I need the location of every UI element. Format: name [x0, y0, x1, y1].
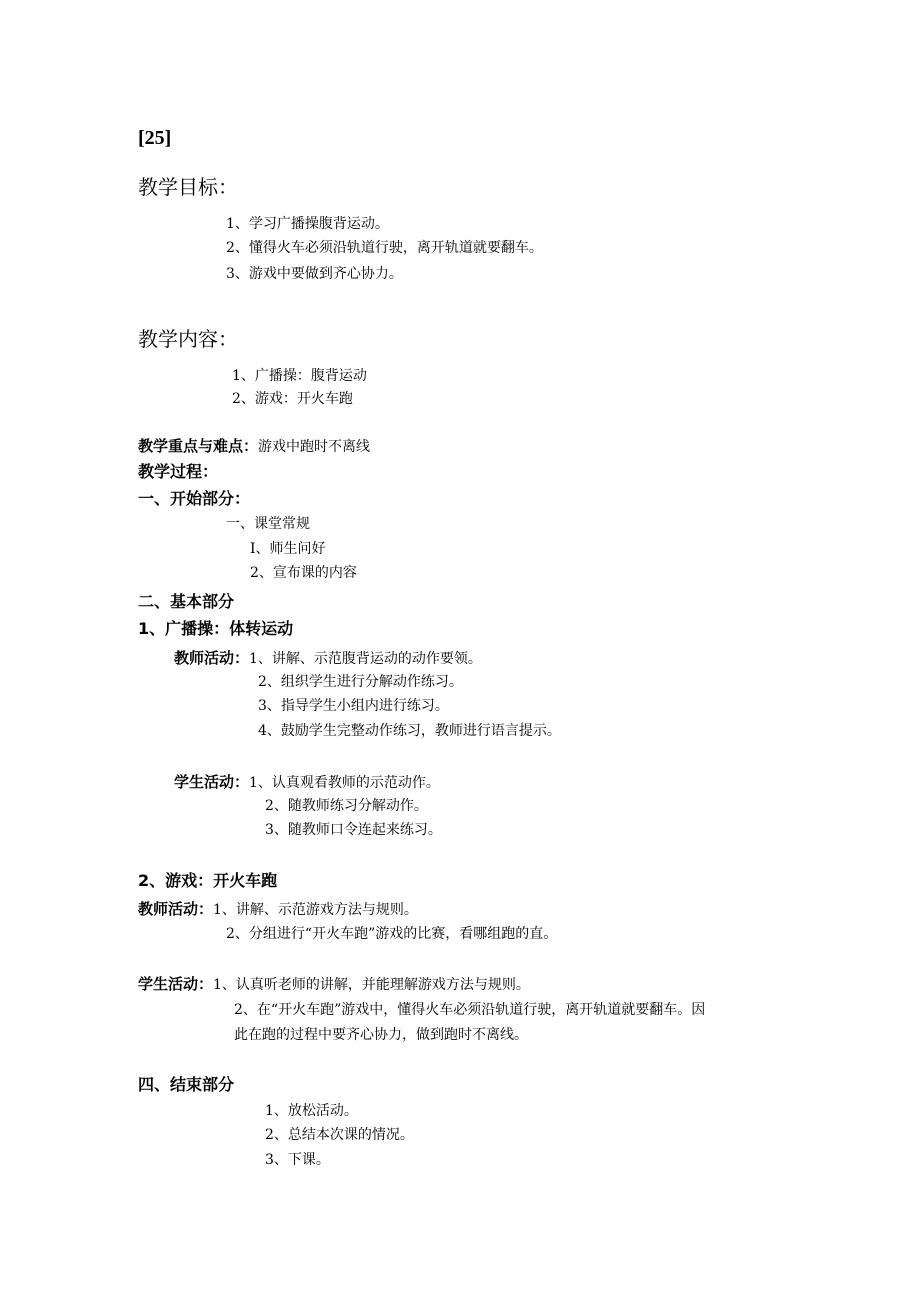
- student-item: 1、认真听老师的讲解，并能理解游戏方法与规则。: [213, 977, 530, 993]
- part1-item: I、师生问好: [250, 541, 326, 557]
- part1-heading: 一、开始部分：: [138, 489, 251, 508]
- section2-heading: 2、游戏：开火车跑: [138, 871, 278, 890]
- content-heading: 教学内容：: [138, 327, 238, 351]
- teacher-item: 1、讲解、示范腹背运动的动作要领。: [249, 651, 482, 667]
- student-item: 2、在“开火车跑”游戏中，懂得火车必须沿轨道行驶，离开轨道就要翻车。因: [234, 1002, 706, 1018]
- student-item: 3、随教师口令连起来练习。: [265, 822, 442, 838]
- section1-student-line: [174, 774, 440, 790]
- part1-sub: 一、课堂常规: [226, 516, 310, 532]
- student-activity-label: 学生活动：: [138, 975, 214, 993]
- student-activity-label: 学生活动：: [174, 773, 250, 791]
- section1-heading: 1、广播操：体转运动: [138, 619, 294, 638]
- teacher-item: 1、讲解、示范游戏方法与规则。: [213, 902, 418, 918]
- student-item: 1、认真观看教师的示范动作。: [249, 775, 440, 791]
- student-item: 2、随教师练习分解动作。: [265, 798, 428, 814]
- key-points-text: 游戏中跑时不离线: [258, 439, 371, 455]
- section2-student-line: [138, 976, 530, 992]
- teacher-activity-label: 教师活动：: [138, 900, 214, 918]
- part4-item: 2、总结本次课的情况。: [265, 1127, 414, 1143]
- teacher-item: 3、指导学生小组内进行练习。: [258, 698, 449, 714]
- document-number: [25]: [138, 127, 172, 149]
- section1-teacher-line: [174, 650, 482, 666]
- goal-item: 1、学习广播操腹背运动。: [226, 216, 389, 232]
- part4-item: 1、放松活动。: [265, 1103, 358, 1119]
- teacher-activity-label: 教师活动：: [174, 649, 250, 667]
- teacher-item: 2、分组进行“开火车跑”游戏的比赛，看哪组跑的直。: [226, 926, 558, 942]
- section2-teacher-line: [138, 901, 418, 917]
- content-item: 1、广播操：腹背运动: [232, 368, 367, 384]
- student-item-continued: 此在跑的过程中要齐心协力，做到跑时不离线。: [234, 1027, 528, 1043]
- part4-item: 3、下课。: [265, 1152, 330, 1168]
- teacher-item: 2、组织学生进行分解动作练习。: [258, 674, 463, 690]
- goals-heading: 教学目标：: [138, 175, 238, 199]
- part2-heading: 二、基本部分: [138, 592, 235, 611]
- part4-heading: 四、结束部分: [138, 1075, 235, 1094]
- content-item: 2、游戏：开火车跑: [232, 391, 353, 407]
- teacher-item: 4、鼓励学生完整动作练习，教师进行语言提示。: [258, 723, 561, 739]
- process-heading: 教学过程：: [138, 462, 219, 481]
- part1-item: 2、宣布课的内容: [250, 565, 357, 581]
- key-points-line: [138, 438, 370, 454]
- key-points-label: 教学重点与难点：: [138, 437, 259, 455]
- goal-item: 2、懂得火车必须沿轨道行驶，离开轨道就要翻车。: [226, 240, 543, 256]
- goal-item: 3、游戏中要做到齐心协力。: [226, 266, 403, 282]
